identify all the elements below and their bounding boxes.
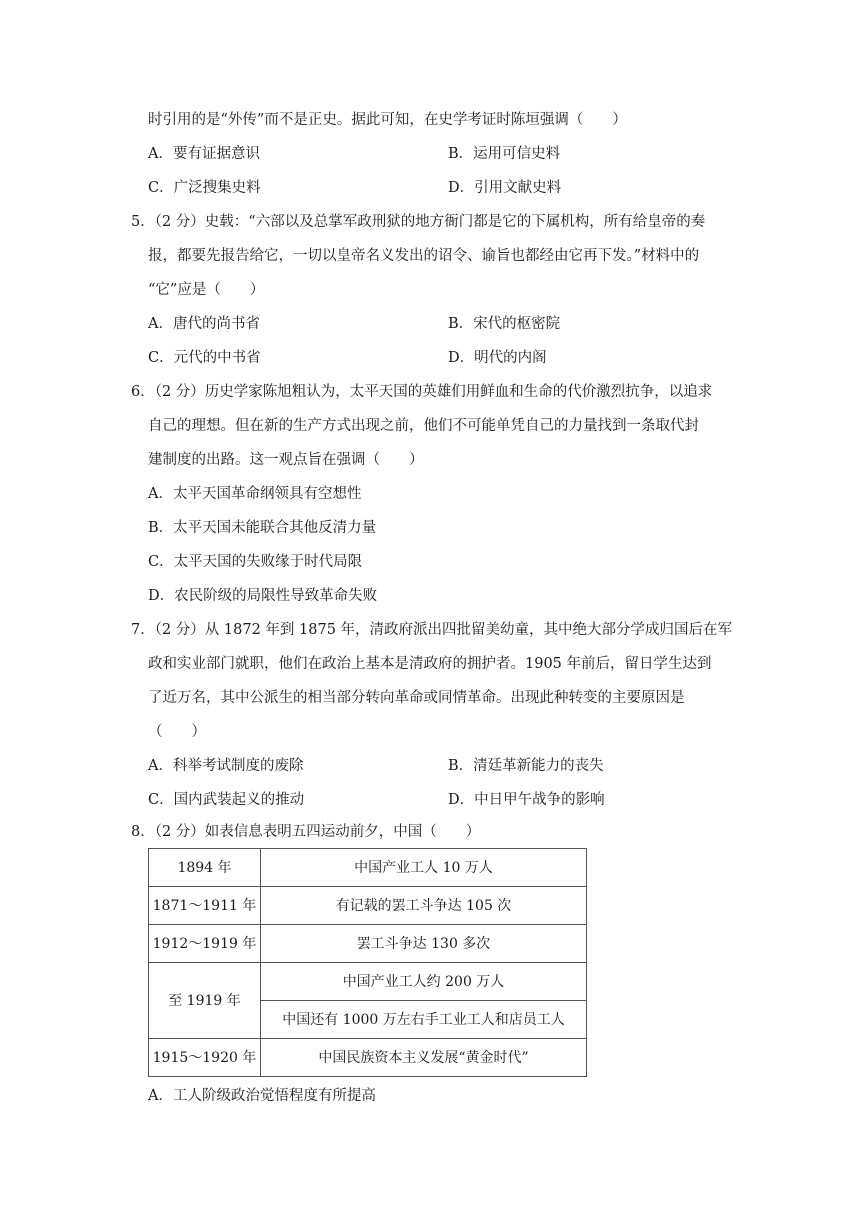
q8-info-table [148,848,587,1077]
table-cell-info: 中国民族资本主义发展“黄金时代” [261,1039,587,1077]
q7-stem-line-3: 了近万名，其中公派生的相当部分转向革命或同情革命。出现此种转变的主要原因是 [148,690,685,706]
q7-option-c[interactable]: C．国内武装起义的推动 [148,792,305,808]
q5-option-a[interactable]: A．唐代的尚书省 [148,316,260,332]
q5-stem-line-2: 报，都要先报告给它，一切以皇帝名义发出的诏令、谕旨也都经由它再下发。”材料中的 [148,248,700,264]
table-cell-info: 中国还有 1000 万左右手工业工人和店员工人 [261,1001,587,1039]
table-row [149,925,587,963]
q4-option-a[interactable]: A．要有证据意识 [148,146,260,162]
q5-option-d[interactable]: D．明代的内阁 [448,350,547,366]
q5-option-c[interactable]: C．元代的中书省 [148,350,261,366]
q5-option-b[interactable]: B．宋代的枢密院 [448,316,561,332]
q6-option-d[interactable]: D．农民阶级的局限性导致革命失败 [148,588,378,604]
table-cell-year: 1871～1911 年 [149,887,261,925]
q4-option-c[interactable]: C．广泛搜集史料 [148,180,261,196]
table-cell-info: 罢工斗争达 130 多次 [261,925,587,963]
q6-option-c[interactable]: C．太平天国的失败缘于时代局限 [148,554,363,570]
q6-stem-line-1: 6．（2 分）历史学家陈旭粗认为，太平天国的英雄们用鲜血和生命的代价激烈抗争，以追求 [131,384,713,400]
q6-stem-line-2: 自己的理想。但在新的生产方式出现之前，他们不可能单凭自己的力量找到一条取代封 [148,418,699,434]
q7-option-a[interactable]: A．科举考试制度的废除 [148,758,304,774]
q8-stem: 8．（2 分）如表信息表明五四运动前夕，中国（ ） [131,824,481,840]
q7-stem-line-1: 7．（2 分）从 1872 年到 1875 年，清政府派出四批留美幼童，其中绝大部分学成归国后在军 [131,622,733,638]
table-row [149,849,587,887]
q6-stem-line-3: 建制度的出路。这一观点旨在强调（ ） [148,452,424,468]
table-row [149,963,587,1001]
q5-stem-line-3: “它”应是（ ） [148,282,265,298]
q6-option-a[interactable]: A．太平天国革命纲领具有空想性 [148,486,362,502]
table-row [149,887,587,925]
q5-stem-line-1: 5．（2 分）史载：“六部以及总掌军政刑狱的地方衙门都是它的下属机构，所有给皇帝的奏 [131,214,706,230]
table-cell-year: 1912～1919 年 [149,925,261,963]
table-cell-info: 有记载的罢工斗争达 105 次 [261,887,587,925]
q6-option-b[interactable]: B．太平天国未能联合其他反清力量 [148,520,377,536]
q7-option-d[interactable]: D．中日甲午战争的影响 [448,792,605,808]
table-cell-year: 1894 年 [149,849,261,887]
table-row [149,1039,587,1077]
q4-option-d[interactable]: D．引用文献史料 [448,180,562,196]
table-cell-info: 中国产业工人约 200 万人 [261,963,587,1001]
q8-option-a[interactable]: A．工人阶级政治觉悟程度有所提高 [148,1088,376,1104]
q7-stem-line-2: 政和实业部门就职，他们在政治上基本是清政府的拥护者。1905 年前后，留日学生达到 [148,656,712,672]
table-cell-year: 至 1919 年 [149,963,261,1039]
q7-option-b[interactable]: B．清廷革新能力的丧失 [448,758,604,774]
table-cell-info: 中国产业工人 10 万人 [261,849,587,887]
q4-option-b[interactable]: B．运用可信史料 [448,146,561,162]
q7-stem-line-4: （ ） [148,724,206,740]
table-cell-year: 1915～1920 年 [149,1039,261,1077]
q4-stem-continuation: 时引用的是“外传”而不是正史。据此可知，在史学考证时陈垣强调（ ） [148,112,627,128]
